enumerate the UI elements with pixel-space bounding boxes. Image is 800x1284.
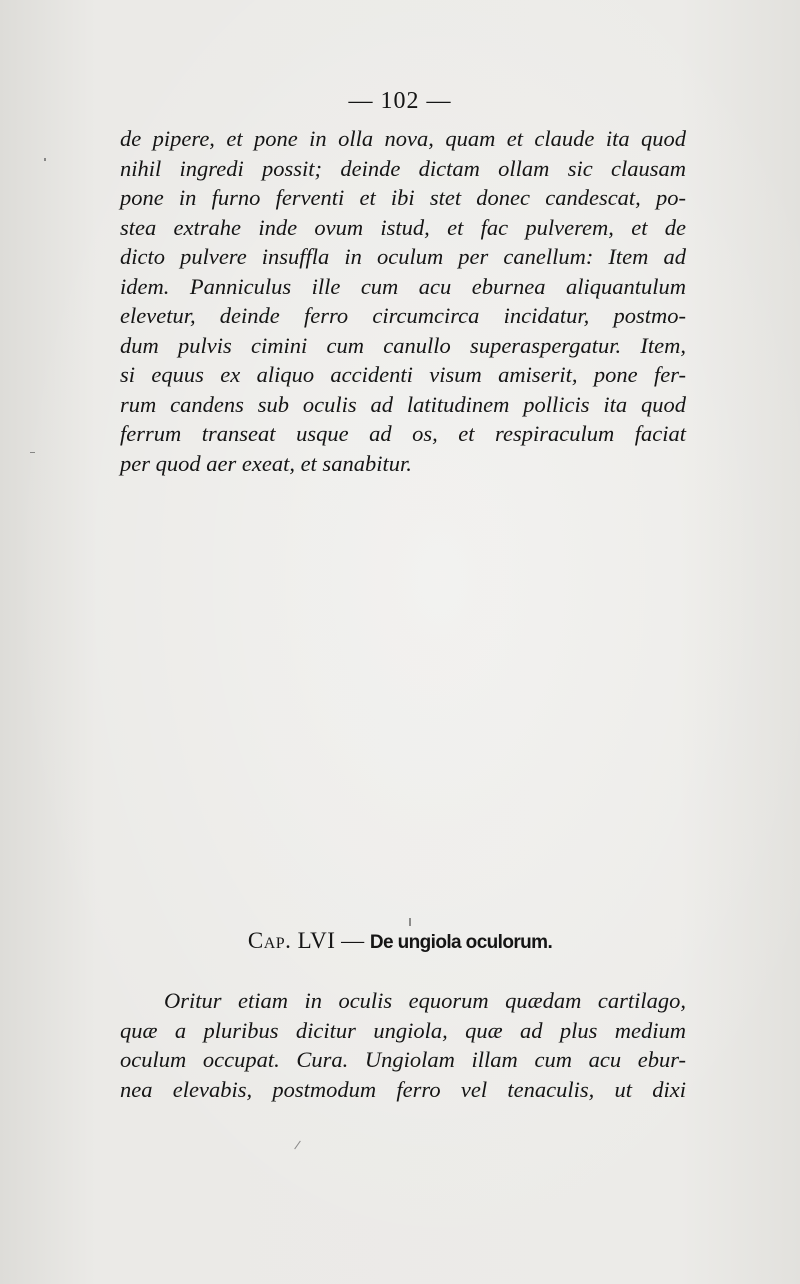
text-line: Oritur etiam in oculis equorum quædam cartilago, — [164, 988, 686, 1013]
text-line: dum pulvis cimini cum canullo superaspergatur. Item, — [120, 332, 686, 358]
page-number: — 102 — — [348, 88, 452, 114]
text-line: rum candens sub oculis ad latitudinem pollicis ita quod — [120, 391, 686, 417]
text-line: nihil ingredi possit; deinde dictam ollam sic clausam — [120, 155, 686, 181]
text-line: ferrum transeat usque ad os, et respiraculum faciat — [120, 421, 686, 446]
chapter-number: Cap. LVI — [247, 928, 336, 953]
heading-dash: — — [335, 928, 370, 953]
text-line: stea extrahe inde ovum istud, et fac pulverem, et de — [120, 214, 686, 240]
ink-speck — [294, 1141, 301, 1150]
ink-speck — [44, 158, 46, 161]
chapter-title: De ungiola oculorum. — [369, 932, 553, 953]
text-line: dicto pulvere insuffla in oculum per canellum: Item ad — [120, 244, 686, 269]
text-line: de pipere, et pone in olla nova, quam et claude ita quod — [120, 126, 686, 151]
ink-speck — [30, 452, 35, 453]
text-line: quæ a pluribus dicitur ungiola, quæ ad plus medium — [120, 1017, 686, 1043]
text-line: elevetur, deinde ferro circumcirca incidatur, postmo- — [120, 303, 686, 328]
paragraph-1 — [120, 124, 686, 478]
paragraph-2 — [120, 986, 686, 1104]
text-line: pone in furno ferventi et ibi stet donec candescat, po- — [120, 185, 686, 210]
text-line: si equus ex aliquo accidenti visum amiserit, pone fer- — [120, 362, 686, 387]
text-line: oculum occupat. Cura. Ungiolam illam cum acu ebur- — [120, 1047, 686, 1072]
text-line: nea elevabis, postmodum ferro vel tenaculis, ut dixi — [120, 1076, 686, 1102]
ink-speck — [409, 918, 411, 926]
text-line: per quod aer exeat, et sanabitur. — [120, 450, 412, 476]
chapter-heading — [0, 928, 800, 954]
show-through-text — [118, 450, 688, 920]
text-line: idem. Panniculus ille cum acu eburnea aliquantulum — [120, 273, 686, 299]
